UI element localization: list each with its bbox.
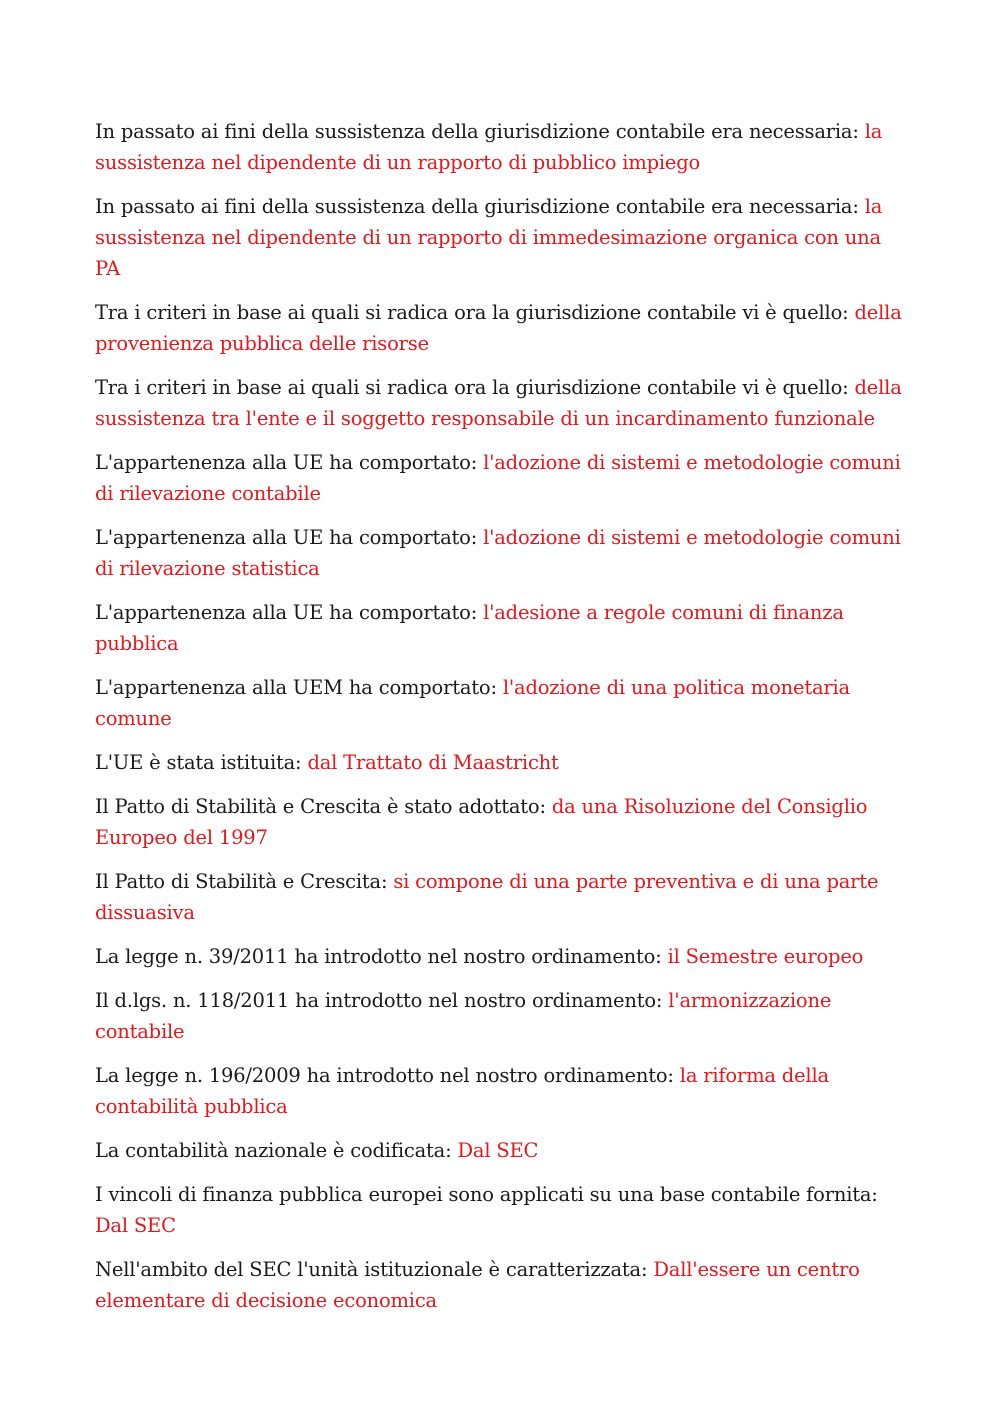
question-text: In passato ai fini della sussistenza della giurisdizione contabile era necessaria: <box>95 195 859 218</box>
answer-text: Dall'essere un centro elementare di decisione economica <box>95 1258 860 1312</box>
answer-text: dal Trattato di Maastricht <box>307 751 559 774</box>
answer-text: l'armonizzazione contabile <box>95 989 832 1043</box>
question-text: La legge n. 39/2011 ha introdotto nel nostro ordinamento: <box>95 945 662 968</box>
answer-text: della sussistenza tra l'ente e il soggetto responsabile di un incardinamento funzionale <box>95 376 902 430</box>
question-text: Il Patto di Stabilità e Crescita: <box>95 870 388 893</box>
qa-item <box>95 297 910 359</box>
question-text: Il d.lgs. n. 118/2011 ha introdotto nel nostro ordinamento: <box>95 989 663 1012</box>
answer-text: da una Risoluzione del Consiglio Europeo del 1997 <box>95 795 868 849</box>
qa-item <box>95 747 910 778</box>
answer-text: la riforma della contabilità pubblica <box>95 1064 829 1118</box>
question-text: L'appartenenza alla UE ha comportato: <box>95 526 478 549</box>
qa-item <box>95 1135 910 1166</box>
qa-item <box>95 522 910 584</box>
qa-item <box>95 191 910 284</box>
qa-item <box>95 116 910 178</box>
question-text: La contabilità nazionale è codificata: <box>95 1139 452 1162</box>
qa-item <box>95 1254 910 1316</box>
question-text: L'appartenenza alla UE ha comportato: <box>95 601 478 624</box>
question-text: In passato ai fini della sussistenza della giurisdizione contabile era necessaria: <box>95 120 859 143</box>
qa-item <box>95 985 910 1047</box>
question-text: Tra i criteri in base ai quali si radica ora la giurisdizione contabile vi è quello: <box>95 301 849 324</box>
qa-item <box>95 1179 910 1241</box>
answer-text: l'adozione di una politica monetaria comune <box>95 676 850 730</box>
qa-item <box>95 372 910 434</box>
answer-text: Dal SEC <box>457 1139 539 1162</box>
qa-item <box>95 941 910 972</box>
question-text: Nell'ambito del SEC l'unità istituzionale è caratterizzata: <box>95 1258 648 1281</box>
answer-text: la sussistenza nel dipendente di un rapporto di pubblico impiego <box>95 120 883 174</box>
qa-item <box>95 866 910 928</box>
question-text: La legge n. 196/2009 ha introdotto nel nostro ordinamento: <box>95 1064 674 1087</box>
answer-text: l'adozione di sistemi e metodologie comuni di rilevazione statistica <box>95 526 901 580</box>
answer-text: l'adozione di sistemi e metodologie comuni di rilevazione contabile <box>95 451 901 505</box>
answer-text: la sussistenza nel dipendente di un rapporto di immedesimazione organica con una PA <box>95 195 883 280</box>
answer-text: l'adesione a regole comuni di finanza pubblica <box>95 601 844 655</box>
answer-text: della provenienza pubblica delle risorse <box>95 301 902 355</box>
answer-text: il Semestre europeo <box>667 945 864 968</box>
answer-text: Dal SEC <box>95 1214 176 1237</box>
document-page <box>95 116 910 1329</box>
qa-item <box>95 791 910 853</box>
qa-item <box>95 597 910 659</box>
question-text: L'appartenenza alla UEM ha comportato: <box>95 676 497 699</box>
qa-item <box>95 447 910 509</box>
answer-text: si compone di una parte preventiva e di una parte dissuasiva <box>95 870 879 924</box>
question-text: Tra i criteri in base ai quali si radica ora la giurisdizione contabile vi è quello: <box>95 376 849 399</box>
question-text: L'UE è stata istituita: <box>95 751 302 774</box>
qa-item <box>95 672 910 734</box>
qa-item <box>95 1060 910 1122</box>
question-text: I vincoli di finanza pubblica europei sono applicati su una base contabile fornita: <box>95 1183 878 1206</box>
question-text: L'appartenenza alla UE ha comportato: <box>95 451 478 474</box>
question-text: Il Patto di Stabilità e Crescita è stato adottato: <box>95 795 546 818</box>
